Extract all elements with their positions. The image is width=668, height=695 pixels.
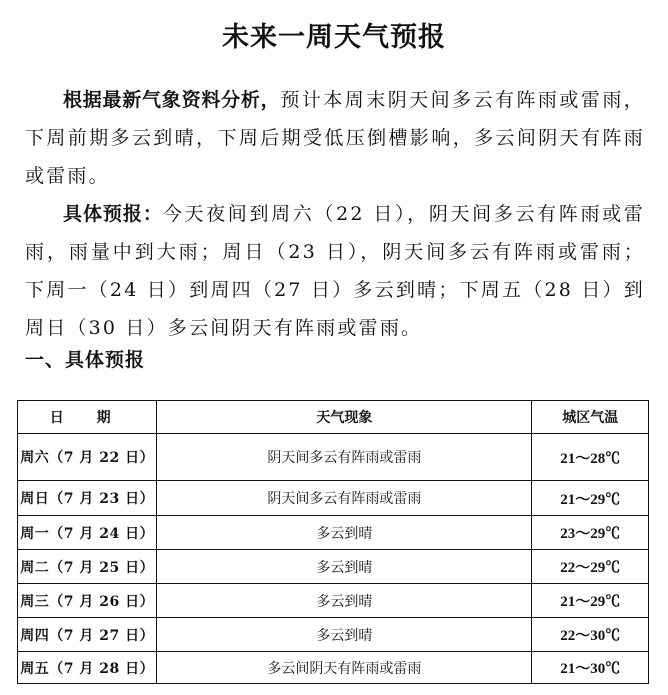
table-row [18, 584, 649, 618]
table-row [18, 652, 649, 684]
cell-weather: 多云间阴天有阵雨或雷雨 [157, 652, 532, 684]
document-title: 未来一周天气预报 [222, 22, 446, 53]
detail-text: 今天夜间到周六（22 日），阴天间多云有阵雨或雷雨，雨量中到大雨；周日（23 日），阴天间多云有阵雨或雷雨；下周一（24 日）到周四（27 日）多云到晴；下周五（28 日）到周日（30 日）多云间阴天有阵雨或雷雨。 [25, 203, 645, 339]
cell-weather: 阴天间多云有阵雨或雷雨 [157, 434, 532, 481]
cell-temp: 21～29℃ [532, 584, 649, 618]
forecast-table [17, 400, 649, 684]
cell-weather: 多云到晴 [157, 516, 532, 550]
cell-date: 周三（7 月 26 日） [18, 584, 157, 618]
header-date: 日 期 [18, 401, 157, 434]
intro-text: 预计本周末阴天间多云有阵雨或雷雨，下周前期多云到晴，下周后期受低压倒槽影响，多云间阴天有阵雨或雷雨。 [25, 89, 645, 187]
cell-temp: 22～29℃ [532, 550, 649, 584]
intro-paragraph [25, 81, 645, 195]
cell-temp: 22～30℃ [532, 618, 649, 652]
cell-weather: 多云到晴 [157, 618, 532, 652]
intro-lead: 根据最新气象资料分析， [63, 89, 281, 111]
table-row [18, 434, 649, 481]
cell-date: 周一（7 月 24 日） [18, 516, 157, 550]
cell-temp: 21～30℃ [532, 652, 649, 684]
header-weather: 天气现象 [157, 401, 532, 434]
table-row [18, 481, 649, 516]
cell-temp: 21～29℃ [532, 481, 649, 516]
cell-date: 周日（7 月 23 日） [18, 481, 157, 516]
detail-lead: 具体预报： [63, 203, 163, 225]
table-row [18, 618, 649, 652]
cell-date: 周五（7 月 28 日） [18, 652, 157, 684]
table-row [18, 516, 649, 550]
cell-weather: 多云到晴 [157, 584, 532, 618]
detail-paragraph [25, 195, 645, 347]
section-heading: 一、具体预报 [25, 349, 146, 371]
header-temp: 城区气温 [532, 401, 649, 434]
cell-temp: 21～28℃ [532, 434, 649, 481]
cell-weather: 多云到晴 [157, 550, 532, 584]
cell-date: 周六（7 月 22 日） [18, 434, 157, 481]
cell-weather: 阴天间多云有阵雨或雷雨 [157, 481, 532, 516]
cell-temp: 23～29℃ [532, 516, 649, 550]
cell-date: 周二（7 月 25 日） [18, 550, 157, 584]
table-row [18, 550, 649, 584]
cell-date: 周四（7 月 27 日） [18, 618, 157, 652]
table-header-row [18, 401, 649, 434]
